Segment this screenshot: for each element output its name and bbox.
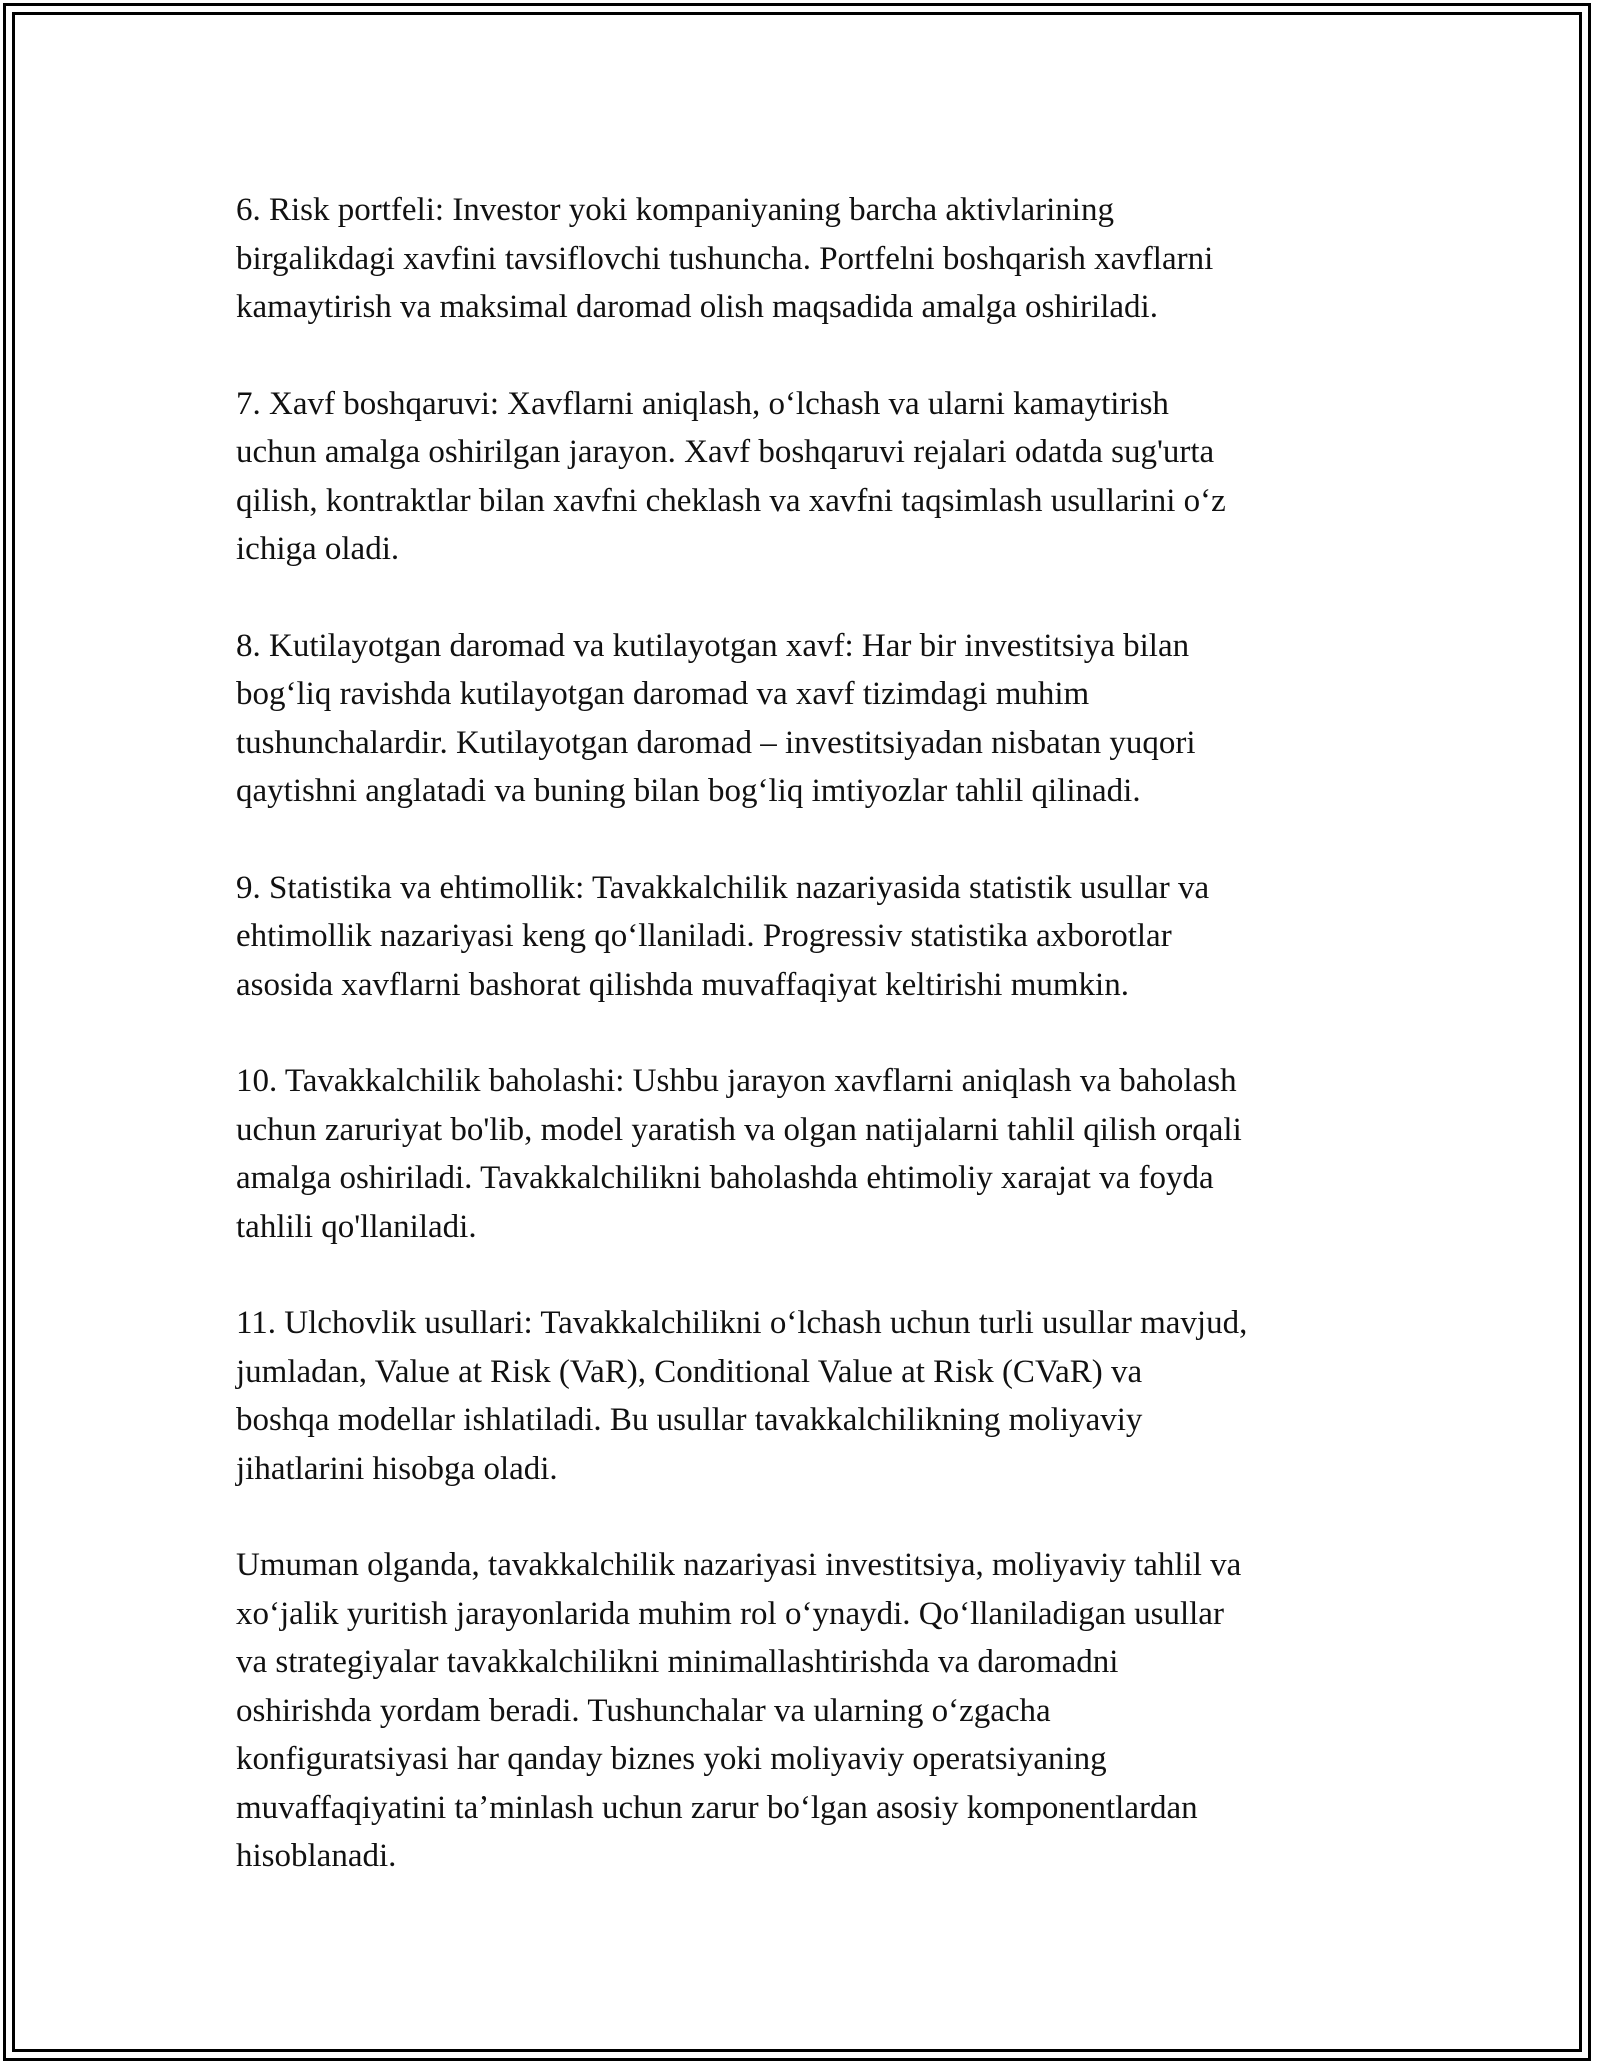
document-body [236,186,1376,1881]
paragraph-risk-assessment: 10. Tavakkalchilik baholashi: Ushbu jarayon xavflarni aniqlash va baholash uchun zaruriyat bo'lib, model yaratish va olgan natijalarni tahlil qilish orqali amalga oshiriladi. Tavakkalchilikni baholashda ehtimoliy xarajat va foyda tahlili qo'llaniladi. [236,1063,1242,1245]
paragraph-statistics-probability: 9. Statistika va ehtimollik: Tavakkalchilik nazariyasida statistik usullar va ehtimollik nazariyasi keng qoʻllaniladi. Progressiv statistika axborotlar asosida xavflarni bashorat qilishda muvaffaqiyat keltirishi mumkin. [236,869,1210,1003]
paragraph-measurement-methods: 11. Ulchovlik usullari: Tavakkalchilikni oʻlchash uchun turli usullar mavjud, jumladan, Value at Risk (VaR), Conditional Value at Risk (CVaR) va boshqa modellar ishlatiladi. Bu usullar tavakkalchilikning moliyaviy jihatlarini hisobga oladi. [236,1305,1248,1487]
paragraph-expected-return-risk: 8. Kutilayotgan daromad va kutilayotgan xavf: Har bir investitsiya bilan bogʻliq ravishda kutilayotgan daromad va xavf tizimdagi muhim tushunchalardir. Kutilayotgan daromad – investitsiyadan nisbatan yuqori qaytishni anglatadi va buning bilan bogʻliq imtiyozlar tahlil qilinadi. [236,627,1196,809]
paragraph-conclusion: Umuman olganda, tavakkalchilik nazariyasi investitsiya, moliyaviy tahlil va xoʻjalik yuritish jarayonlarida muhim rol oʻynaydi. Qoʻllaniladigan usullar va strategiyalar tavakkalchilikni minimallashtirishda va daromadni oshirishda yordam beradi. Tushunchalar va ularning oʻzgacha konfiguratsiyasi har qanday biznes yoki moliyaviy operatsiyaning muvaffaqiyatini taʼminlash uchun zarur boʻlgan asosiy komponentlardan hisoblanadi. [236,1547,1242,1874]
paragraph-risk-portfolio: 6. Risk portfeli: Investor yoki kompaniyaning barcha aktivlarining birgalikdagi xavfini tavsiflovchi tushuncha. Portfelni boshqarish xavflarni kamaytirish va maksimal daromad olish maqsadida amalga oshiriladi. [236,192,1214,325]
paragraph-risk-management: 7. Xavf boshqaruvi: Xavflarni aniqlash, oʻlchash va ularni kamaytirish uchun amalga oshirilgan jarayon. Xavf boshqaruvi rejalari odatda sug'urta qilish, kontraktlar bilan xavfni cheklash va xavfni taqsimlash usullarini oʻz ichiga oladi. [236,385,1226,567]
